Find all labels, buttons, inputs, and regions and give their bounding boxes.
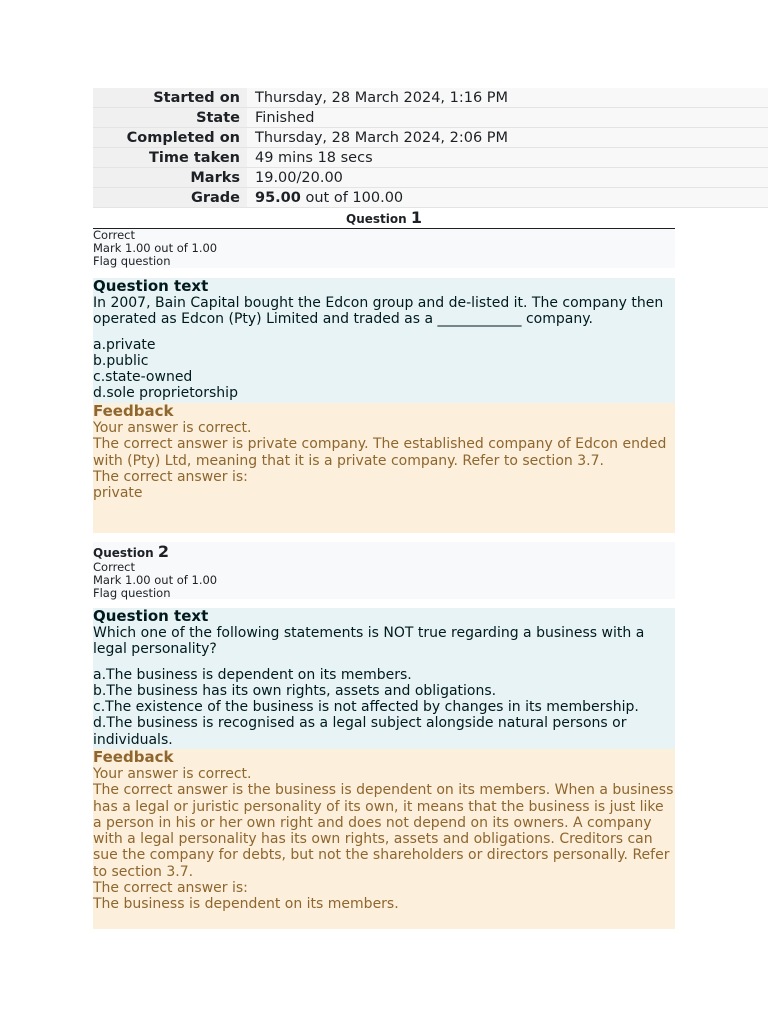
- summary-row: [93, 168, 768, 188]
- summary-value: Thursday, 28 March 2024, 2:06 PM: [247, 128, 768, 148]
- feedback-heading: Feedback: [93, 402, 174, 420]
- question-text: Which one of the following statements is NOT true regarding a business with a legal personality?: [93, 625, 645, 658]
- feedback-explanation: The correct answer is private company. The established company of Edcon ended with (Pty) Ltd, meaning that it is a private company. Refer to section 3.7.: [93, 436, 667, 469]
- answer-list: [93, 667, 675, 748]
- question-heading: [93, 542, 675, 561]
- summary-label: Started on: [93, 88, 247, 108]
- question-number: 2: [157, 542, 169, 561]
- right-answer-label: The correct answer is:: [93, 468, 248, 485]
- feedback-status: Your answer is correct.: [93, 420, 252, 436]
- answer-option[interactable]: d.The business is recognised as a legal subject alongside natural persons or individuals.: [93, 715, 627, 748]
- answer-option[interactable]: d.sole proprietorship: [93, 385, 238, 402]
- feedback-panel: [93, 403, 675, 533]
- answer-list: [93, 337, 675, 402]
- answer-option[interactable]: c.state-owned: [93, 369, 193, 386]
- flag-question-link[interactable]: Flag question: [93, 586, 171, 600]
- summary-value: 49 mins 18 secs: [247, 148, 768, 168]
- question-state: Correct: [93, 228, 135, 242]
- summary-label: Marks: [93, 168, 247, 188]
- summary-label: Completed on: [93, 128, 247, 148]
- question-state: Correct: [93, 560, 135, 574]
- question-text-heading: Question text: [93, 607, 209, 625]
- grade-value: [247, 188, 768, 208]
- quiz-review: [93, 88, 675, 929]
- summary-value: Thursday, 28 March 2024, 1:16 PM: [247, 88, 768, 108]
- summary-label: Time taken: [93, 148, 247, 168]
- summary-row: [93, 188, 768, 208]
- summary-label: Grade: [93, 188, 247, 208]
- answer-option[interactable]: b.public: [93, 352, 149, 369]
- grade-score: 95.00: [255, 189, 301, 206]
- question-number: 1: [410, 208, 422, 227]
- question-grade: Mark 1.00 out of 1.00: [93, 573, 218, 587]
- question-content: [93, 608, 675, 749]
- question-grade: Mark 1.00 out of 1.00: [93, 241, 218, 255]
- summary-label: State: [93, 108, 247, 128]
- feedback-heading: Feedback: [93, 748, 174, 766]
- flag-question-link[interactable]: Flag question: [93, 254, 171, 268]
- attempt-summary-table: [93, 88, 768, 208]
- right-answer: private: [93, 485, 143, 502]
- summary-row: [93, 128, 768, 148]
- summary-row: [93, 148, 768, 168]
- question-prefix: Question: [93, 546, 158, 560]
- question-info: [93, 229, 675, 268]
- question-text: In 2007, Bain Capital bought the Edcon group and de-listed it. The company then operated as Edcon (Pty) Limited and traded as a ____________ company.: [93, 295, 664, 328]
- question-info: [93, 542, 675, 599]
- summary-row: [93, 88, 768, 108]
- feedback-panel: [93, 749, 675, 929]
- feedback-status: Your answer is correct.: [93, 766, 252, 782]
- grade-total: out of 100.00: [300, 189, 404, 206]
- answer-option[interactable]: a.The business is dependent on its members.: [93, 666, 412, 683]
- question-text-heading: Question text: [93, 277, 209, 295]
- summary-value: Finished: [247, 108, 768, 128]
- question-content: [93, 278, 675, 403]
- question-1: [93, 208, 675, 533]
- question-prefix: Question: [346, 212, 411, 226]
- summary-value: 19.00/20.00: [247, 168, 768, 188]
- question-2: [93, 542, 675, 929]
- answer-option[interactable]: a.private: [93, 336, 156, 353]
- summary-row: [93, 108, 768, 128]
- answer-option[interactable]: b.The business has its own rights, assets and obligations.: [93, 682, 497, 699]
- answer-option[interactable]: c.The existence of the business is not affected by changes in its membership.: [93, 699, 639, 716]
- right-answer: The business is dependent on its members.: [93, 896, 399, 913]
- feedback-explanation: The correct answer is the business is dependent on its members. When a business has a legal or juristic personality of its own, it means that the business is just like a person in his or her own right and does not depend on its owners. A company with a legal personality has its own rights, assets and obligations. Creditors can sue the company for debts, but not the shareholders or directors personally. Refer to section 3.7.: [93, 782, 674, 880]
- question-heading: [93, 208, 675, 229]
- right-answer-label: The correct answer is:: [93, 880, 248, 897]
